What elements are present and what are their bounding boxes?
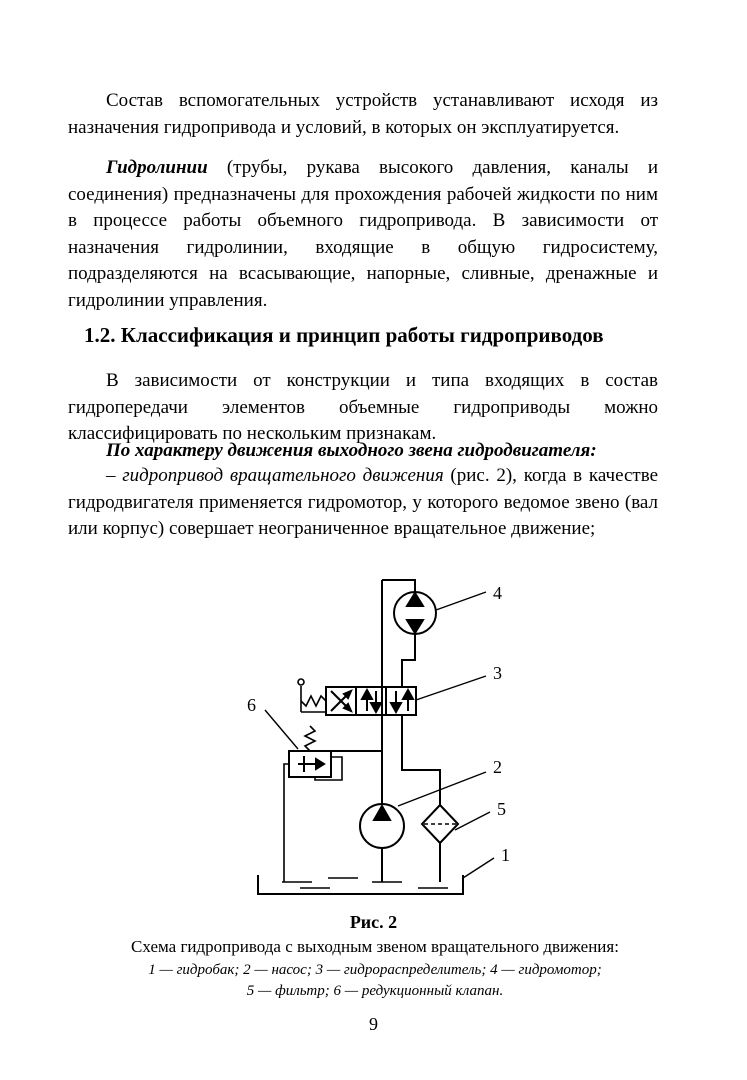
subheading-motion-type: По характеру движения выходного звена гидродвигателя: xyxy=(106,440,597,461)
label-4: 4 xyxy=(493,583,502,603)
pump-symbol xyxy=(360,804,404,882)
figure-legend-line-1: 1 — гидробак; 2 — насос; 3 — гидрораспределитель; 4 — гидромотор; xyxy=(148,962,602,978)
directional-valve-symbol xyxy=(298,679,416,715)
figure-title: Рис. 2 xyxy=(349,912,398,932)
label-3: 3 xyxy=(493,663,502,683)
paragraph-rotary-drive-text: (рис. 2), когда в качестве гидродвигателя применяется гидромотор, у которого ведомое звено (вал или корпус) совершает неограниченное вращательное движение; xyxy=(68,465,659,539)
label-5: 5 xyxy=(497,799,506,819)
paragraph-hydrolines xyxy=(68,155,658,314)
figure-legend xyxy=(60,960,690,1002)
label-6: 6 xyxy=(247,695,256,715)
figure-caption: Схема гидропривода с выходным звеном вращательного движения: xyxy=(131,937,619,956)
filter-symbol xyxy=(422,805,458,882)
label-2: 2 xyxy=(493,757,502,777)
tank-outline xyxy=(258,875,463,894)
paragraph-rotary-drive xyxy=(68,463,658,543)
paragraph-hydrolines-text: (трубы, рукава высокого давления, каналы и соединения) предназначены для прохождения рабочей жидкости по ним в процессе работы объемного гидропривода. В зависимости от назначения гидролинии, входящие в общую гидросистему, подразделяются на всасывающие, напорные, сливные, дренажные и гидролинии управления. xyxy=(68,157,658,311)
label-1: 1 xyxy=(501,845,510,865)
tank-fluid-level xyxy=(282,878,448,888)
motor-return-line xyxy=(402,634,415,687)
figure-legend-line-2: 5 — фильтр; 6 — редукционный клапан. xyxy=(246,983,504,999)
page-number: 9 xyxy=(369,1014,378,1034)
hydraulic-motor-symbol xyxy=(394,592,436,634)
term-hydrolines: Гидролинии xyxy=(106,157,208,178)
leader-lines xyxy=(265,592,494,878)
paragraph-auxiliary-devices: Состав вспомогательных устройств устанавливают исходя из назначения гидропривода и условий, в которых он эксплуатируется. xyxy=(68,90,658,138)
term-rotary-drive: – гидропривод вращательного движения xyxy=(106,465,444,486)
paragraph-classification: В зависимости от конструкции и типа входящих в состав гидропередачи элементов объемные гидроприводы можно классифицировать по нескольким признакам. xyxy=(68,370,658,444)
motor-supply-line xyxy=(382,580,415,592)
section-heading: 1.2. Классификация и принцип работы гидроприводов xyxy=(84,323,604,347)
hydraulic-schematic-diagram xyxy=(0,560,747,910)
reducing-valve-symbol xyxy=(284,726,382,882)
